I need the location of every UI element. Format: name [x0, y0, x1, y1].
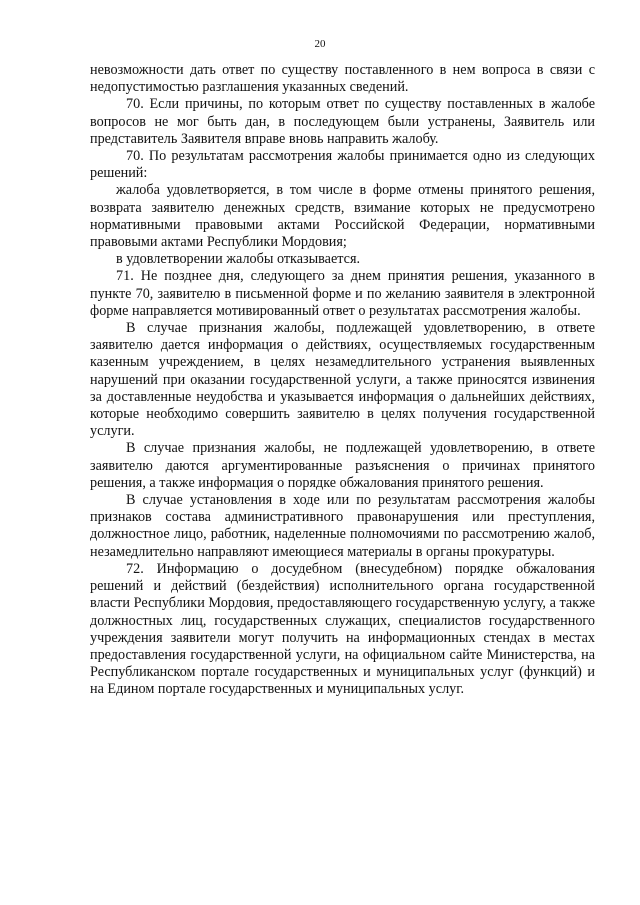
paragraph-item-71: 71. Не позднее дня, следующего за днем принятия решения, указанного в пункте 70, заявителю в письменной форме и по желанию заявителя в электронной форме направляется мотивированный ответ о результатах рассмотрения жалобы.: [90, 268, 595, 319]
paragraph-decision-satisfied: жалоба удовлетворяется, в том числе в форме отмены принятого решения, возврата заявителю денежных средств, взимание которых не предусмотрено нормативными правовыми актами Российской Федерации, нормативными правовыми актами Республики Мордовия;: [90, 182, 595, 251]
paragraph-item-72: 72. Информацию о досудебном (внесудебном) порядке обжалования решений и действий (бездействия) исполнительного органа государственной власти Республики Мордовия, предоставляющего государственную услугу, а также должностных лиц, государственных служащих, специалистов государственного учреждения заявители могут получить на информационных стендах в местах предоставления государственной услуги, на официальном сайте Министерства, на Республиканском портале государственных и муниципальных услуг (функций) и на Едином портале государственных и муниципальных услуг.: [90, 560, 595, 698]
paragraph-decision-rejected: в удовлетворении жалобы отказывается.: [116, 251, 361, 268]
page-number: 20: [314, 38, 326, 50]
paragraph-continuation: невозможности дать ответ по существу поставленного в нем вопроса в связи с недопустимостью разглашения указанных сведений.: [90, 62, 595, 96]
paragraph-complaint-rejected-info: В случае признания жалобы, не подлежащей удовлетворению, в ответе заявителю даются аргументированные разъяснения о причинах принятого решения, а также информация о порядке обжалования принятого решения.: [90, 440, 595, 491]
document-body: [90, 62, 595, 699]
paragraph-item-70-resubmission: 70. Если причины, по которым ответ по существу поставленных в жалобе вопросов не мог быть дан, в последующем были устранены, Заявитель или представитель Заявителя вправе вновь направить жалобу.: [90, 96, 595, 147]
paragraph-prosecution: В случае установления в ходе или по результатам рассмотрения жалобы признаков состава административного правонарушения или преступления, должностное лицо, работник, наделенные полномочиями по рассмотрению жалоб, незамедлительно направляют имеющиеся материалы в органы прокуратуры.: [90, 492, 595, 560]
paragraph-item-70-decisions: 70. По результатам рассмотрения жалобы принимается одно из следующих решений:: [90, 148, 595, 182]
paragraph-complaint-satisfied-info: В случае признания жалобы, подлежащей удовлетворению, в ответе заявителю дается информация о действиях, осуществляемых государственным казенным учреждением, в целях незамедлительного устранения выявленных нарушений при оказании государственной услуги, а также приносятся извинения за доставленные неудобства и указывается информация о дальнейших действиях, которые необходимо совершить заявителю в целях получения государственной услуги.: [90, 320, 595, 440]
